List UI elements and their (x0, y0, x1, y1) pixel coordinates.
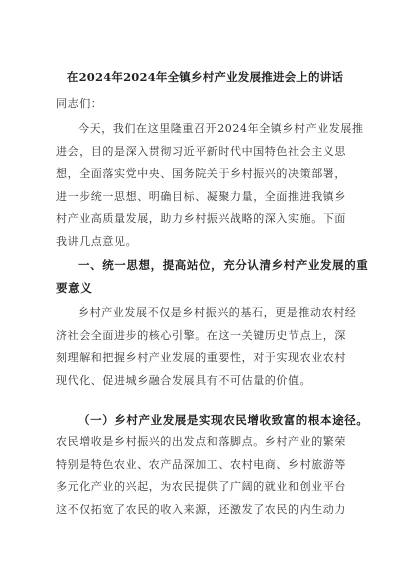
paragraph-line: 进会，目的是深入贯彻习近平新时代中国特色社会主义思 (56, 144, 346, 158)
paragraph-line: 特别是特色农业、农产品深加工、农村电商、乡村旅游等 (56, 457, 346, 471)
document-title: 在2024年2024年全镇乡村产业发展推进会上的讲话 (66, 70, 344, 84)
paragraph-line: 乡村产业发展不仅是乡村振兴的基石，更是推动农村经 (78, 306, 357, 319)
heading-line: （一）乡村产业发展是实现农民增收致富的根本途径。 (78, 413, 369, 427)
paragraph-line: 刻理解和把握乡村产业发展的重要性，对于实现农业农村 (56, 351, 346, 365)
paragraph-significance (56, 302, 358, 392)
paragraph-opening (56, 118, 364, 254)
subsection-heading-1 (56, 409, 369, 432)
paragraph-farmer-income (56, 431, 358, 521)
paragraph-line: 济社会全面进步的核心引擎。在这一关键历史节点上，深 (56, 328, 346, 342)
section-heading-1 (56, 254, 369, 299)
salutation (56, 93, 358, 116)
paragraph-line: 村产业高质量发展，助力乡村振兴战略的深入实施。下面 (56, 212, 346, 226)
salutation-text: 同志们： (56, 97, 103, 110)
paragraph-line: 农民增收是乡村振兴的出发点和落脚点。乡村产业的繁荣 (56, 435, 346, 448)
paragraph-line: 想，全面落实党中央、国务院关于乡村振兴的决策部署， (56, 167, 346, 181)
heading-line: 一、统一思想，提高站位，充分认清乡村产业发展的重 (78, 258, 369, 272)
paragraph-line: 今天，我们在这里隆重召开2024年全镇乡村产业发展推 (78, 122, 364, 135)
heading-line: 要意义 (56, 280, 93, 295)
paragraph-line: 我讲几点意见。 (56, 234, 138, 248)
paragraph-line: 这不仅拓宽了农民的收入来源，还激发了农民的内生动力 (56, 502, 346, 516)
paragraph-line: 多元化产业的兴起，为农民提供了广阔的就业和创业平台 (56, 480, 346, 494)
paragraph-line: 现代化、促进城乡融合发展具有不可估量的价值。 (56, 373, 312, 387)
paragraph-line: 进一步统一思想、明确目标、凝聚力量，全面推进我镇乡 (56, 189, 346, 203)
